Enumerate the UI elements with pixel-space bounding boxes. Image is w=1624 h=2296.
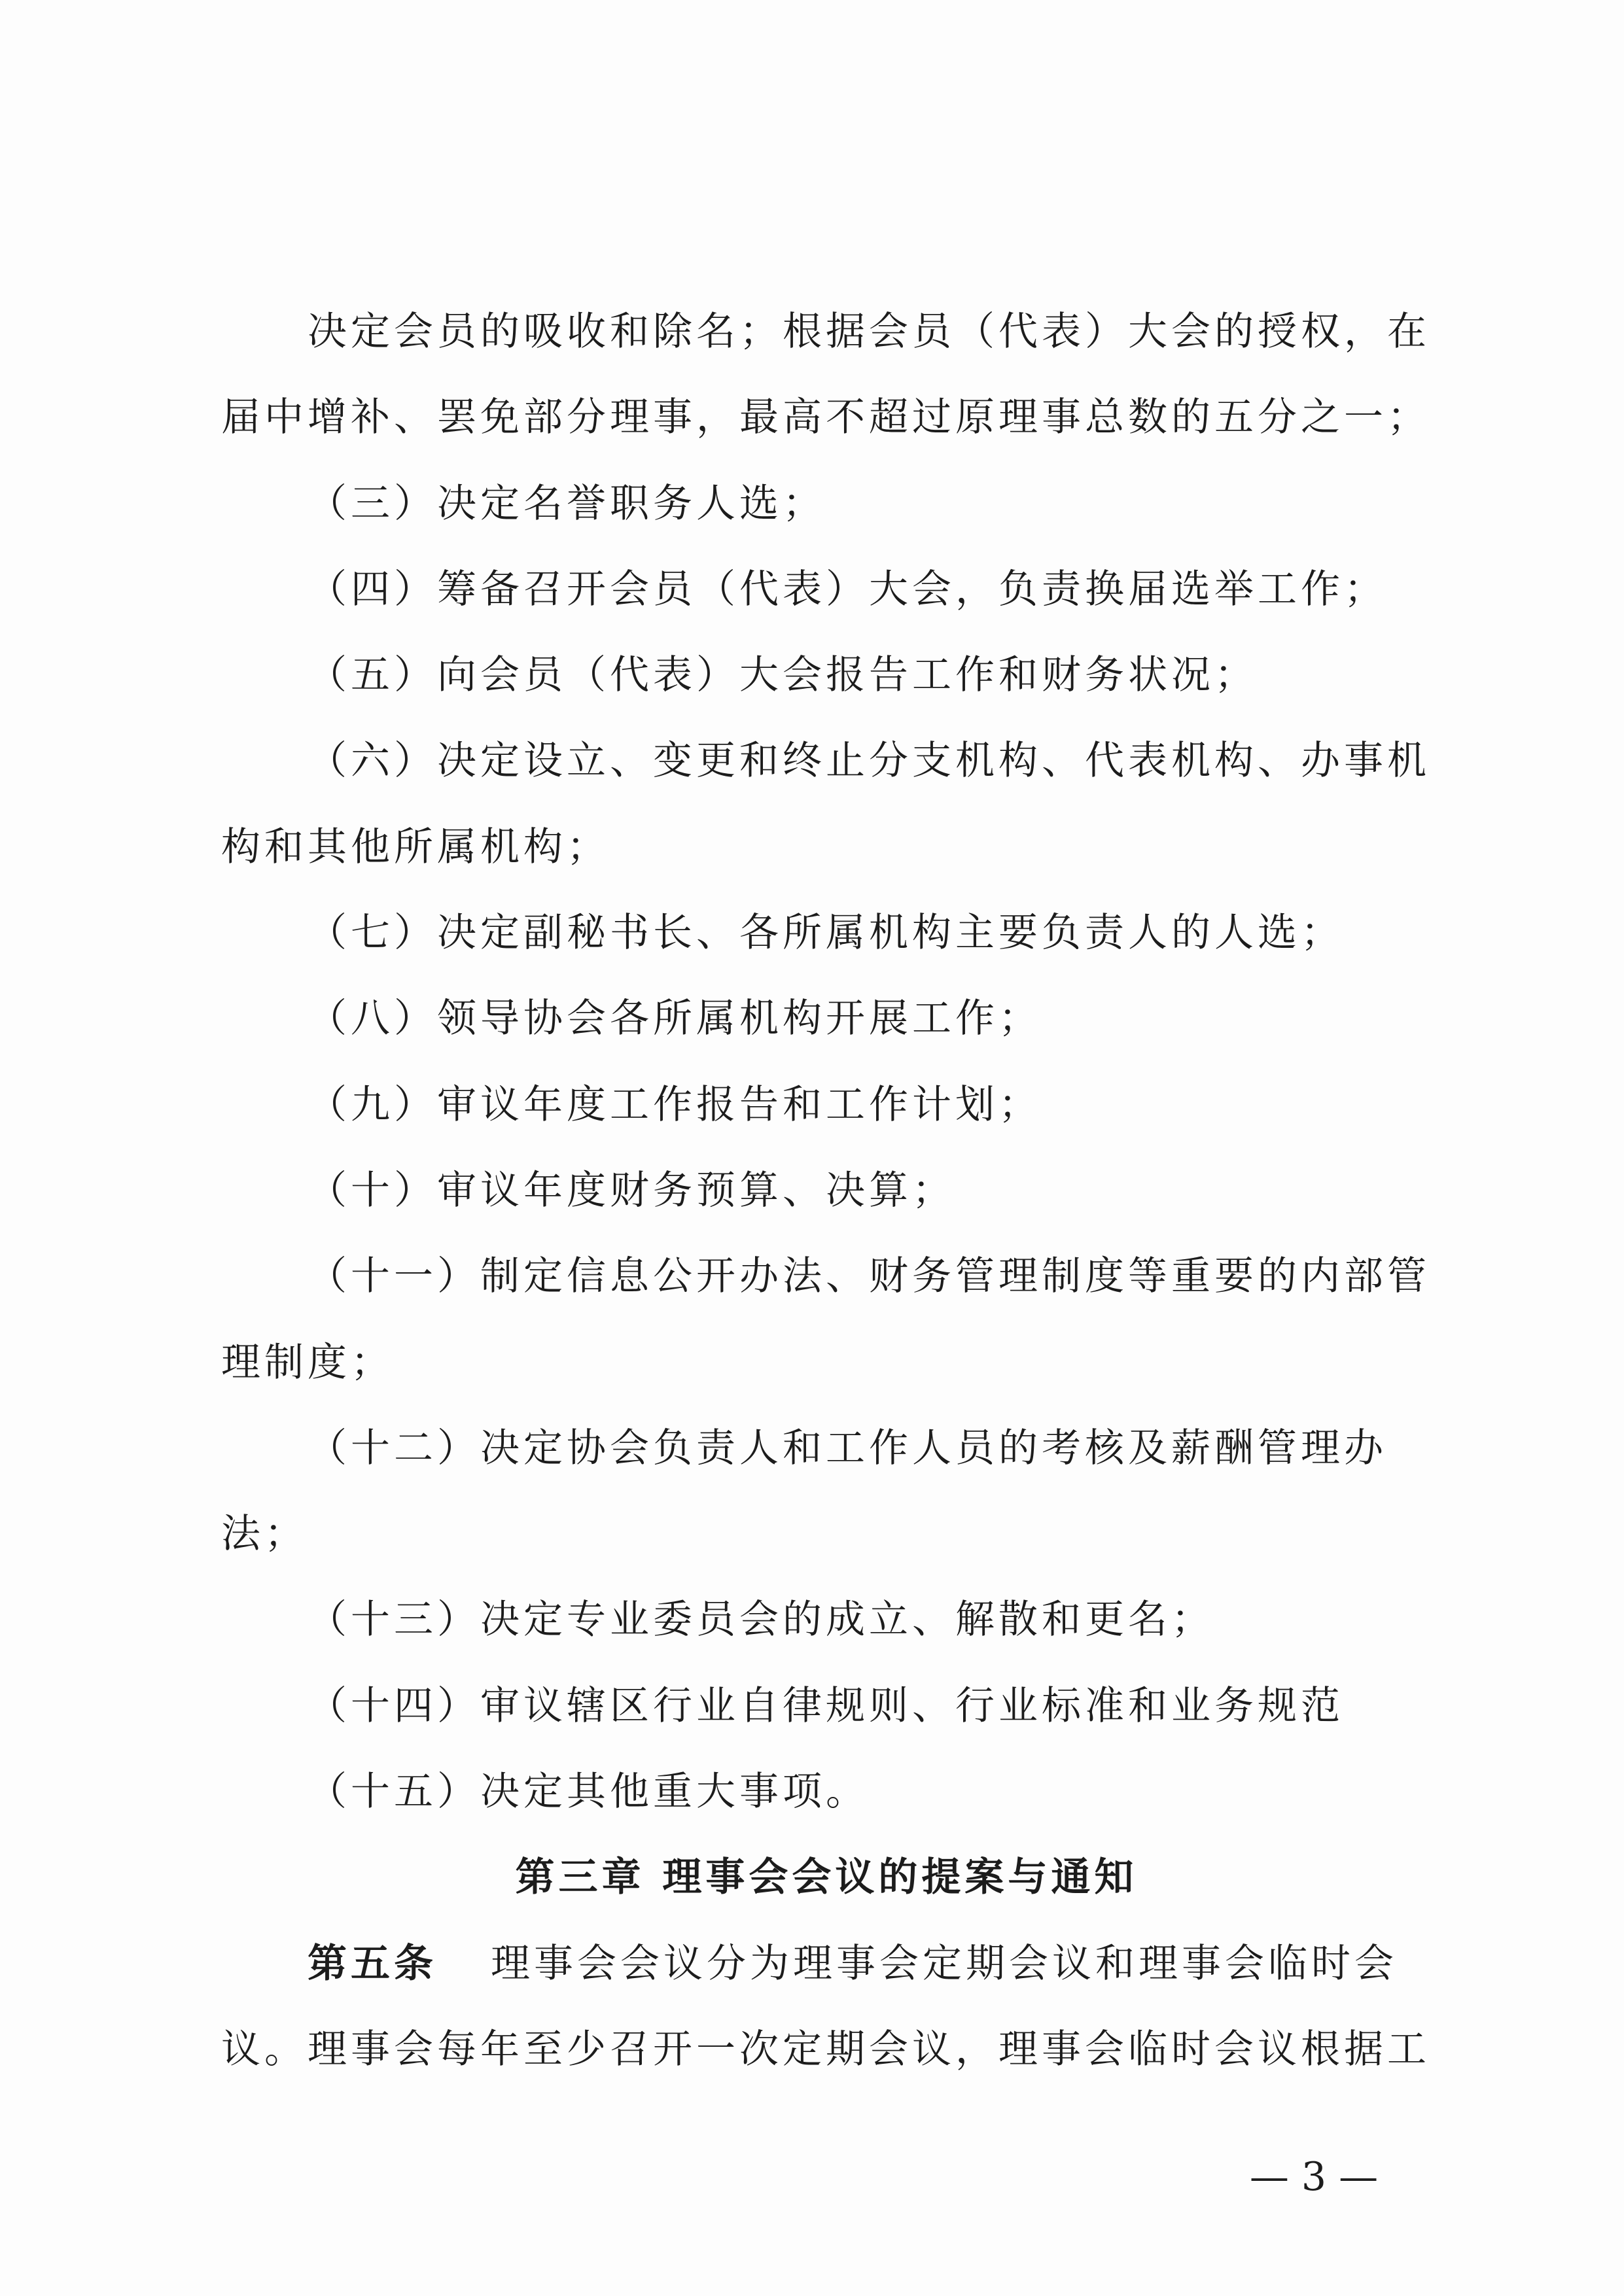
chapter-heading: 第三章 理事会会议的提案与通知 — [515, 1854, 1138, 1901]
list-item: （十二）决定协会负责人和工作人员的考核及薪酬管理办 — [308, 1425, 1387, 1471]
list-item: （十三）决定专业委员会的成立、解散和更名； — [308, 1597, 1214, 1643]
list-item: （四）筹备召开会员（代表）大会，负责换届选举工作； — [308, 566, 1387, 612]
list-item: （十）审议年度财务预算、决算； — [308, 1167, 955, 1213]
list-item: （十五）决定其他重大事项。 — [308, 1769, 869, 1815]
article-5-line-2: 议。理事会每年至少召开一次定期会议，理事会临时会议根据工 — [221, 2026, 1430, 2072]
list-item: （九）审议年度工作报告和工作计划； — [308, 1081, 1042, 1128]
list-item: （五）向会员（代表）大会报告工作和财务状况； — [308, 652, 1258, 699]
text-line: 届中增补、罢免部分理事，最高不超过原理事总数的五分之一； — [221, 394, 1430, 441]
article-text: 理事会会议分为理事会定期会议和理事会临时会 — [491, 1940, 1398, 1987]
document-body — [221, 289, 1432, 2093]
text-line: 法； — [221, 1511, 308, 1557]
article-5-line-1 — [221, 1921, 1432, 2007]
list-item: （七）决定副秘书长、各所属机构主要负责人的人选； — [308, 910, 1344, 956]
text-line: 构和其他所属机构； — [221, 824, 610, 870]
page-number: — 3 — — [1249, 2154, 1379, 2200]
list-item: （八）领导协会各所属机构开展工作； — [308, 996, 1042, 1042]
list-item: （六）决定设立、变更和终止分支机构、代表机构、办事机 — [308, 738, 1430, 784]
list-item: （十四）审议辖区行业自律规则、行业标准和业务规范 — [308, 1682, 1344, 1729]
text-line: 决定会员的吸收和除名；根据会员（代表）大会的授权，在 — [308, 309, 1430, 355]
article-label: 第五条 — [308, 1940, 437, 1987]
list-item: （三）决定名誉职务人选； — [308, 480, 826, 527]
text-line: 理制度； — [221, 1339, 394, 1385]
list-item: （十一）制定信息公开办法、财务管理制度等重要的内部管 — [308, 1253, 1430, 1300]
